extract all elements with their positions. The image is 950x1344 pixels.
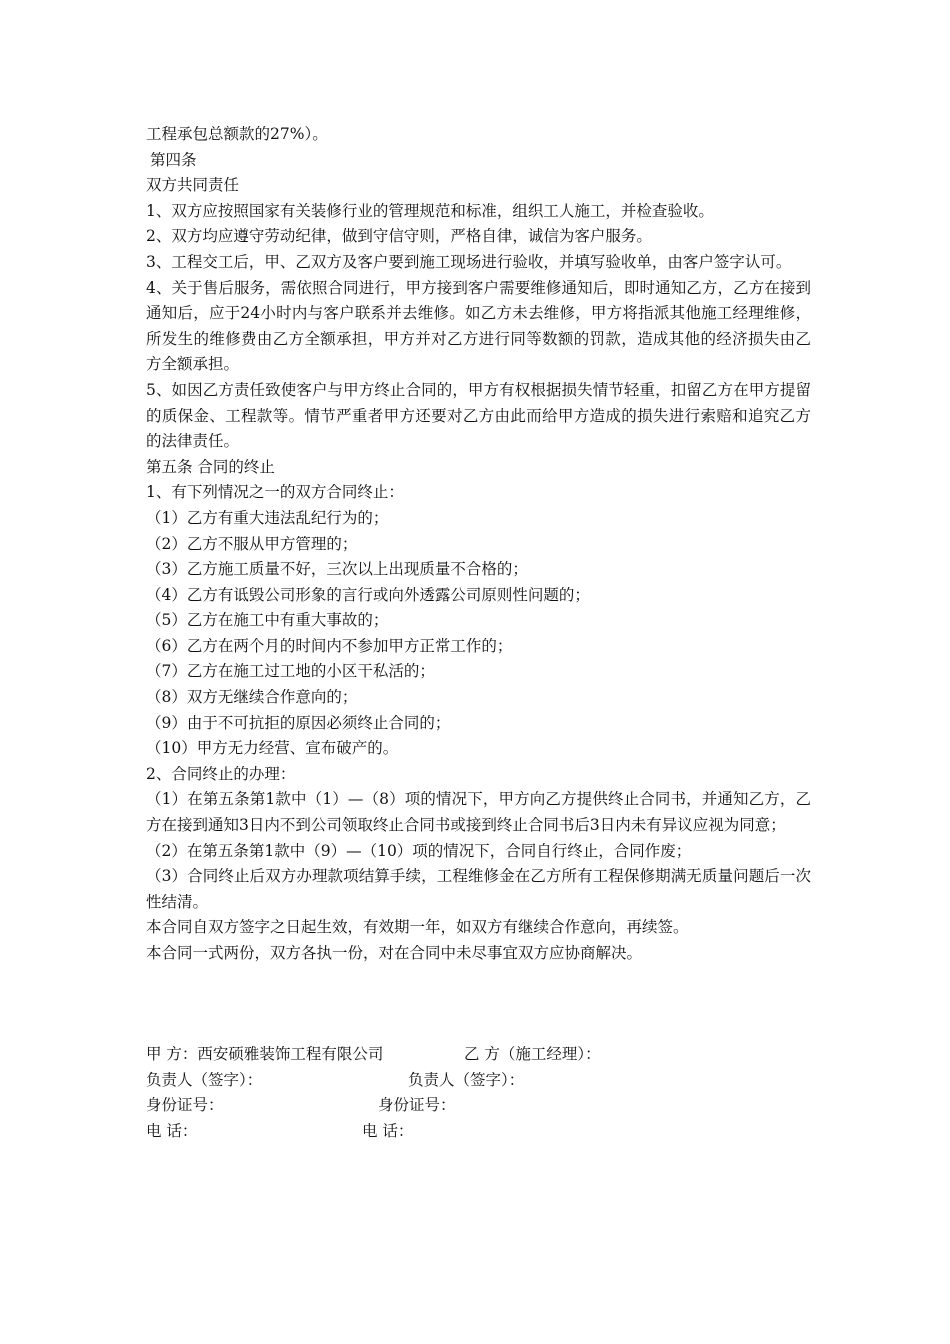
sub-item: （1）在第五条第1款中（1）—（8）项的情况下，甲方向乙方提供终止合同书，并通知乙方，乙方在接到通知3日内不到公司领取终止合同书或接到终止合同书后3日内未有异议应视为同意； bbox=[146, 790, 811, 835]
section-heading: 第五条 合同的终止 bbox=[146, 457, 275, 476]
signature-row-representative bbox=[146, 1068, 811, 1094]
clause-item: 5、如因乙方责任致使客户与甲方终止合同的，甲方有权根据损失情节轻重，扣留乙方在甲方提留的质保金、工程款等。情节严重者甲方还要对乙方由此而给甲方造成的损失进行索赔和追究乙方的法律责任。 bbox=[146, 380, 811, 451]
sub-item: （8）双方无继续合作意向的； bbox=[146, 688, 358, 707]
sub-item: （7）乙方在施工过工地的小区干私活的； bbox=[146, 662, 435, 681]
sub-item: （9）由于不可抗拒的原因必须终止合同的； bbox=[146, 713, 451, 732]
clause-item: 1、有下列情况之一的双方合同终止： bbox=[146, 483, 404, 502]
sub-item: （6）乙方在两个月的时间内不参加甲方正常工作的； bbox=[146, 636, 513, 655]
signature-row-party bbox=[146, 1042, 811, 1068]
signature-row-id bbox=[146, 1093, 811, 1119]
sub-item: （1）乙方有重大违法乱纪行为的； bbox=[146, 508, 389, 527]
section-heading: 第四条 bbox=[150, 150, 197, 169]
id-number-a-label: 身份证号： bbox=[146, 1096, 224, 1115]
phone-b-label: 电 话： bbox=[362, 1121, 414, 1140]
clause-item: 本合同一式两份，双方各执一份，对在合同中未尽事宜双方应协商解决。 bbox=[146, 944, 643, 962]
clause-item: 3、工程交工后，甲、乙双方及客户要到施工现场进行验收，并填写验收单，由客户签字认可。 bbox=[146, 252, 792, 271]
signature-block bbox=[146, 1042, 811, 1144]
sub-item: （2）乙方不服从甲方管理的； bbox=[146, 534, 358, 553]
text-line: 工程承包总额款的27%）。 bbox=[146, 125, 328, 143]
party-a-label: 甲 方：西安硕雅装饰工程有限公司 bbox=[146, 1045, 384, 1063]
clause-item: 2、双方均应遵守劳动纪律，做到守信守则，严格自律，诚信为客户服务。 bbox=[146, 227, 652, 246]
id-number-b-label: 身份证号： bbox=[378, 1096, 456, 1115]
sub-item: （10）甲方无力经营、宣布破产的。 bbox=[146, 739, 399, 758]
representative-b-label: 负责人（签字）： bbox=[408, 1070, 525, 1089]
contract-body bbox=[146, 122, 811, 967]
signature-row-phone bbox=[146, 1119, 811, 1145]
sub-item: （2）在第五条第1款中（9）—（10）项的情况下，合同自行终止，合同作废； bbox=[146, 841, 692, 860]
representative-a-label: 负责人（签字）： bbox=[146, 1070, 263, 1089]
phone-a-label: 电 话： bbox=[146, 1121, 198, 1140]
clause-item: 4、关于售后服务，需依照合同进行，甲方接到客户需要维修通知后，即时通知乙方，乙方在接到通知后，应于24小时内与客户联系并去维修。如乙方未去维修，甲方将指派其他施工经理维修，所发生的维修费由乙方全额承担，甲方并对乙方进行同等数额的罚款，造成其他的经济损失由乙方全额承担。 bbox=[146, 278, 811, 374]
sub-item: （3）合同终止后双方办理款项结算手续，工程维修金在乙方所有工程保修期满无质量问题后一次性结清。 bbox=[146, 867, 811, 911]
clause-item: 1、双方应按照国家有关装修行业的管理规范和标准，组织工人施工，并检查验收。 bbox=[146, 201, 714, 220]
sub-item: （4）乙方有诋毁公司形象的言行或向外透露公司原则性问题的； bbox=[146, 585, 590, 604]
party-b-label: 乙 方（施工经理）： bbox=[464, 1045, 601, 1063]
clause-item: 本合同自双方签字之日起生效，有效期一年，如双方有继续合作意向，再续签。 bbox=[146, 918, 689, 937]
clause-item: 2、合同终止的办理： bbox=[146, 764, 296, 783]
section-title: 双方共同责任 bbox=[146, 176, 240, 195]
sub-item: （5）乙方在施工中有重大事故的； bbox=[146, 611, 389, 630]
sub-item: （3）乙方施工质量不好，三次以上出现质量不合格的； bbox=[146, 560, 528, 579]
